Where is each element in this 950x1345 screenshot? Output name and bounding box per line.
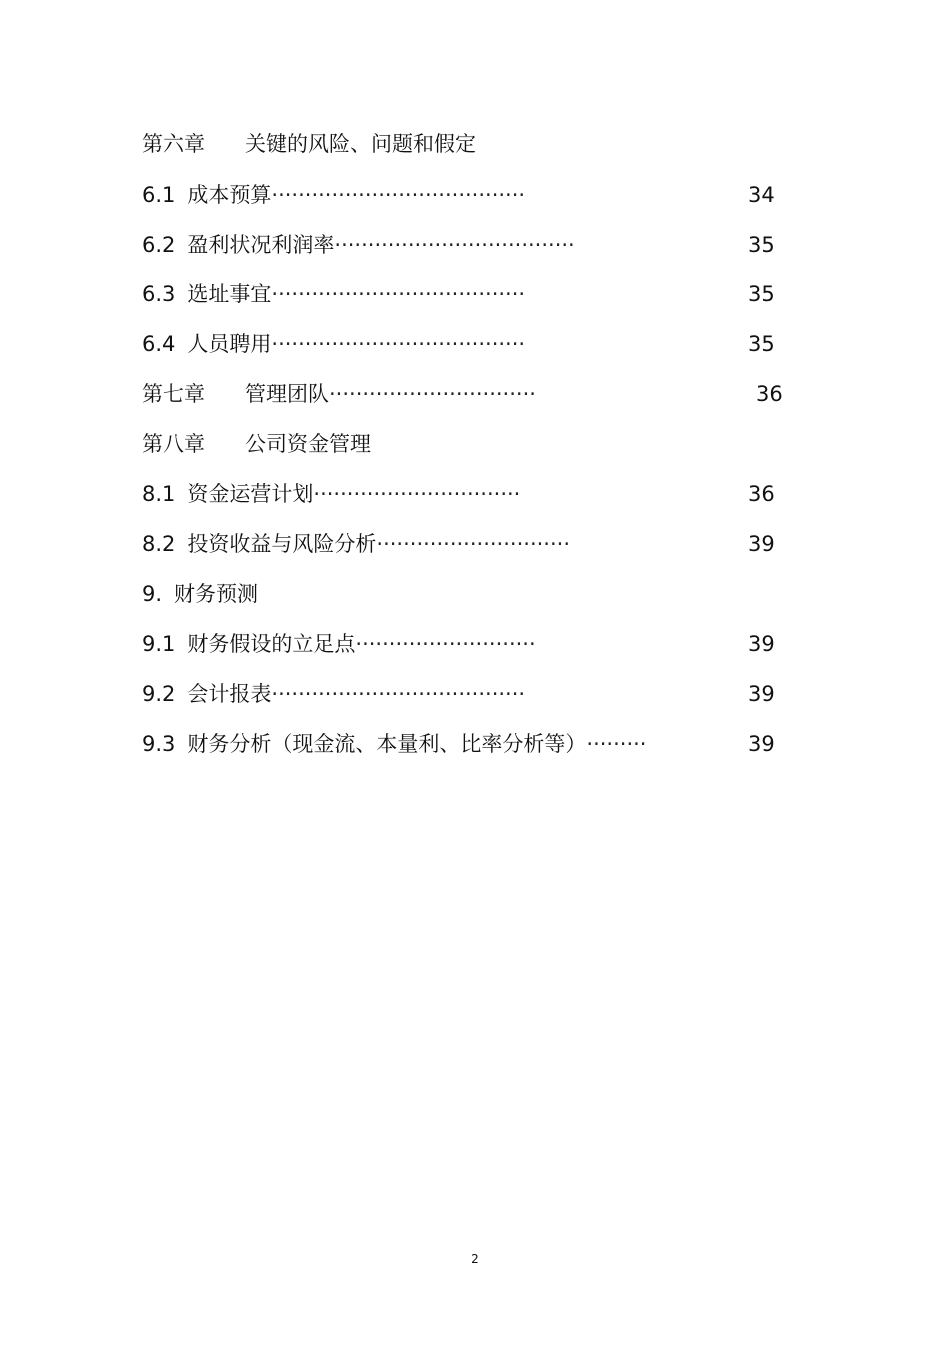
dot-leader: ····························· [376, 532, 570, 556]
toc-section-9-2 [142, 679, 681, 709]
dot-leader: ······························· [329, 382, 536, 406]
dot-leader: ······································ [271, 682, 526, 706]
section-title: 人员聘用 [187, 332, 272, 356]
section-number: 6.3 [142, 282, 176, 306]
section-number: 6.2 [142, 233, 176, 257]
page-reference: 36 [756, 382, 783, 406]
section-number: 9.1 [142, 632, 176, 656]
toc-chapter-9 [142, 579, 258, 609]
section-title: 资金运营计划 [187, 482, 314, 506]
section-title: 会计报表 [187, 682, 272, 706]
page-footer-number: 2 [471, 1252, 479, 1266]
chapter-number: 第八章 [142, 432, 205, 456]
chapter-title: 公司资金管理 [245, 432, 371, 456]
page-reference: 36 [748, 482, 775, 506]
dot-leader: ······································ [271, 282, 526, 306]
section-number: 9.3 [142, 732, 176, 756]
toc-section-9-1 [142, 629, 673, 659]
toc-section-8-1 [142, 479, 674, 509]
toc-section-6-2 [142, 230, 677, 260]
toc-section-8-2 [142, 529, 672, 559]
section-number: 9.2 [142, 682, 176, 706]
page-reference: 35 [748, 332, 775, 356]
section-title: 选址事宜 [187, 282, 272, 306]
chapter-title: 关键的风险、问题和假定 [245, 132, 476, 156]
section-number: 6.4 [142, 332, 176, 356]
toc-chapter-6 [142, 129, 476, 159]
dot-leader: ········· [586, 732, 647, 756]
page-reference: 35 [748, 233, 775, 257]
section-title: 财务分析（现金流、本量利、比率分析等） [187, 732, 587, 756]
toc-chapter-7 [142, 379, 694, 409]
dot-leader: ······································ [271, 332, 526, 356]
page-reference: 39 [748, 682, 775, 706]
section-number: 8.2 [142, 532, 176, 556]
section-number: 6.1 [142, 183, 176, 207]
section-title: 盈利状况利润率 [187, 233, 335, 257]
section-title: 财务假设的立足点 [187, 632, 356, 656]
chapter-number: 第七章 [142, 382, 205, 406]
page-reference: 39 [748, 532, 775, 556]
section-number: 8.1 [142, 482, 176, 506]
chapter-title: 管理团队 [245, 382, 329, 406]
chapter-number: 9. [142, 582, 163, 606]
section-title: 投资收益与风险分析 [187, 532, 377, 556]
section-title: 成本预算 [187, 183, 272, 207]
dot-leader: ···································· [334, 233, 575, 257]
toc-section-9-3 [142, 729, 654, 759]
chapter-number: 第六章 [142, 132, 205, 156]
toc-section-6-1 [142, 180, 681, 210]
page-reference: 34 [748, 183, 775, 207]
page-reference: 39 [748, 732, 775, 756]
page-reference: 35 [748, 282, 775, 306]
toc-section-6-4 [142, 329, 681, 359]
dot-leader: ··························· [355, 632, 536, 656]
toc-chapter-8 [142, 429, 371, 459]
toc-section-6-3 [142, 279, 681, 309]
dot-leader: ······························· [313, 482, 521, 506]
page-reference: 39 [748, 632, 775, 656]
chapter-title: 财务预测 [174, 582, 259, 606]
dot-leader: ······································ [271, 183, 526, 207]
